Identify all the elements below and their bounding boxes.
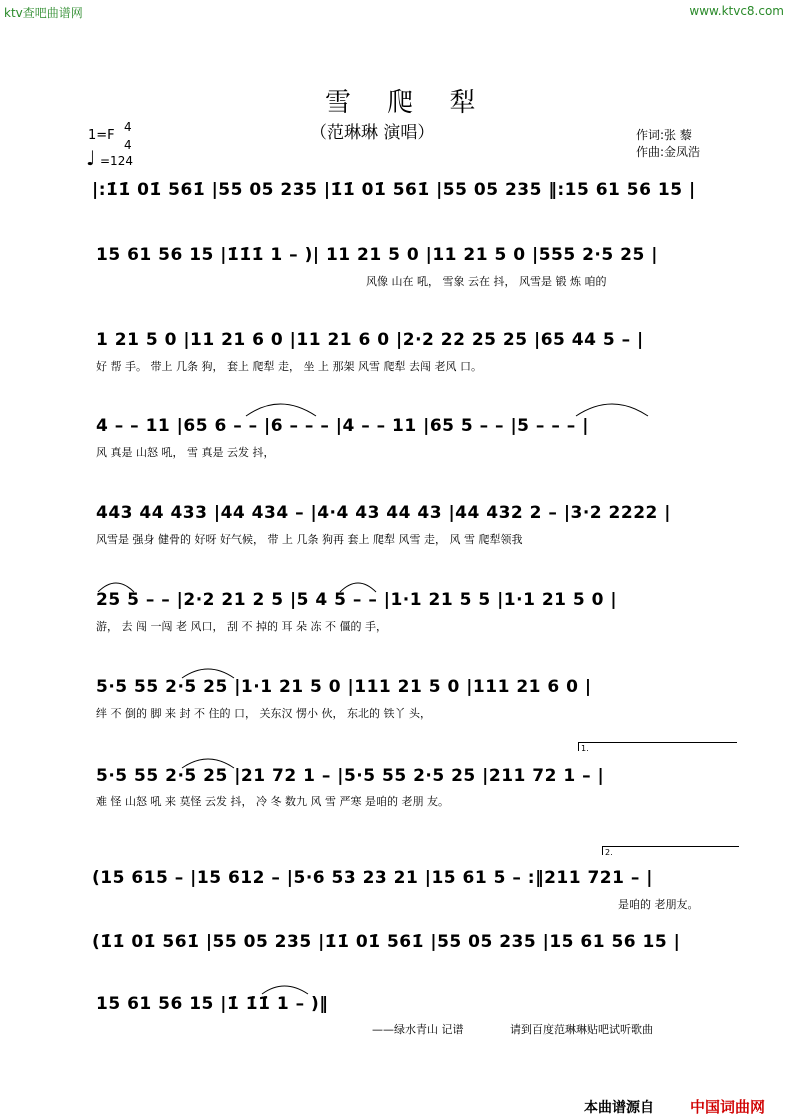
song-title: 雪 爬 犁	[325, 88, 490, 118]
lyrics-row-8: 难 怪 山怒 吼 来 莫怪 云发 抖， 冷 冬 数九 风 雪 严寒 是咱的 老朋 友。	[96, 795, 449, 808]
time-signature-top: 4	[124, 120, 132, 134]
composer-credit: 作曲:金凤浩	[636, 145, 701, 159]
source-site-link[interactable]: 中国词曲网	[690, 1098, 766, 1116]
second-ending-bracket	[602, 846, 739, 855]
lyrics-row-2: 风像 山在 吼， 雪象 云在 抖， 风雪是 锻 炼 咱的	[366, 275, 607, 288]
score-row-8: 5·5 55 2·5 25 |21 72 1 – |5·5 55 2·5 25 |211 72 1 – |	[96, 766, 605, 786]
watermark-right: www.ktvc8.com	[689, 4, 784, 18]
score-row-11: 15 61 56 15 |1̇ 1̇1̇ 1 – )‖	[96, 994, 329, 1014]
quarter-note-icon: ♩	[86, 146, 96, 170]
score-row-5: 443 44 433 |44 434 – |4·4 43 44 43 |44 432 2 – |3·2 2222 |	[96, 503, 672, 523]
slur-mark-row-7	[180, 660, 260, 682]
score-row-2: 15 61 56 15 |1̇1̇1̇ 1 – )| 11 21 5 0 |11 21 5 0 |555 2·5 25 |	[96, 245, 658, 265]
lyrics-row-5: 风雪是 强身 健骨的 好呀 好气候， 带 上 几条 狗再 套上 爬犁 风雪 走， 风 雪 爬犁领我	[96, 533, 523, 546]
slur-marks-row-6	[96, 574, 396, 596]
lyrics-row-4: 风 真是 山怒 吼， 雪 真是 云发 抖，	[96, 446, 275, 459]
lyrics-row-6: 游， 去 闯 一闯 老 风口， 刮 不 掉的 耳 朵 冻 不 僵的 手，	[96, 620, 387, 633]
source-label: 本曲谱源自	[584, 1100, 654, 1116]
second-ending-number: 2.	[605, 848, 613, 857]
tempo-marking: =124	[100, 154, 133, 168]
song-singer: （范琳琳 演唱）	[310, 123, 435, 143]
score-row-7: 5·5 55 2·5 25 |1·1 21 5 0 |111 21 5 0 |111 21 6 0 |	[96, 677, 592, 697]
score-row-6: 25 5 – – |2·2 21 2 5 |5 4 5 – – |1·1 21 5 5 |1·1 21 5 0 |	[96, 590, 618, 610]
slur-mark-row-11	[260, 978, 320, 998]
score-row-3: 1 21 5 0 |11 21 6 0 |11 21 6 0 |2·2 22 25 25 |65 44 5 – |	[96, 330, 644, 350]
score-row-4: 4 – – 11 |65 6 – – |6 – – – |4 – – 11 |65 5 – – |5 – – – |	[96, 416, 589, 436]
first-ending-bracket	[578, 742, 737, 751]
score-row-10: (1̇1̇ 01̇ 561̇ |55 05 235 |1̇1̇ 01̇ 561̇ |55 05 235 |15 61 56 15 |	[92, 932, 681, 952]
recorder-credit: ——绿水青山 记谱	[372, 1023, 464, 1036]
lyrics-row-7: 绊 不 倒的 脚 来 封 不 住的 口， 关东汉 愣小 伙， 东北的 铁丫 头，	[96, 707, 431, 720]
lyrics-row-3: 好 帮 手。 带上 几条 狗， 套上 爬犁 走， 坐 上 那架 风雪 爬犁 去闯 老风 口。	[96, 360, 482, 373]
key-signature: 1=F	[88, 128, 115, 143]
watermark-left: ktv查吧曲谱网	[4, 6, 83, 20]
slur-mark-row-8	[180, 750, 260, 772]
time-signature-bottom: 4	[124, 138, 132, 152]
score-row-9: (15 615 – |15 612 – |5·6 53 23 21 |15 61 5 – :‖211 721 – |	[92, 868, 654, 888]
lyrics-row-9: 是咱的 老朋友。	[618, 898, 699, 911]
lyricist-credit: 作词:张 藜	[636, 128, 692, 142]
listen-note: 请到百度范琳琳贴吧试听歌曲	[510, 1023, 653, 1036]
score-row-1: |:1̇1̇ 01̇ 561̇ |55 05 235 |1̇1̇ 01̇ 561̇ |55 05 235 ‖:15 61 56 15 |	[92, 180, 696, 200]
slur-marks-row-4	[240, 396, 660, 418]
first-ending-number: 1.	[581, 744, 589, 753]
